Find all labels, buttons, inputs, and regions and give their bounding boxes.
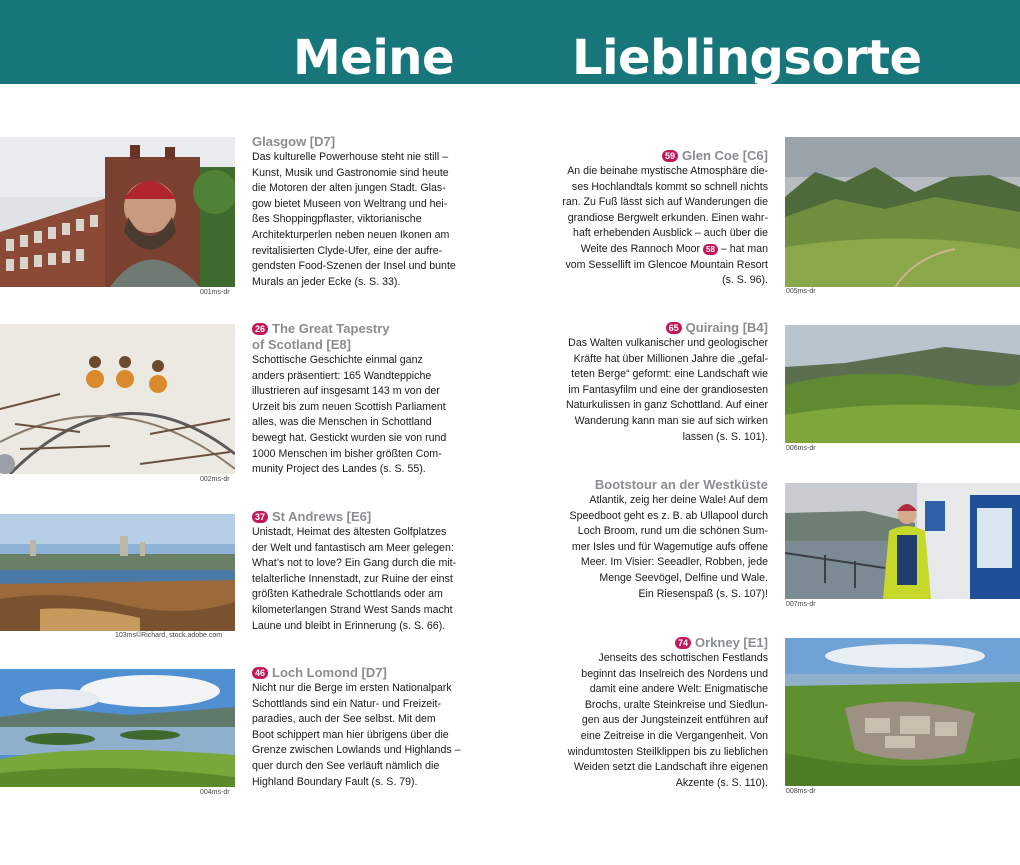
number-badge: 74 <box>675 637 691 649</box>
entry-glasgow <box>252 134 472 290</box>
entry-title: Glasgow [D7] <box>252 134 336 149</box>
number-badge: 46 <box>252 667 268 679</box>
entry-title: 37 St Andrews [E6] <box>252 509 472 525</box>
entry-quiraing <box>548 320 768 445</box>
loch-lomond-credit: 004ms-dr <box>200 789 230 796</box>
entry-bootstour <box>548 477 768 602</box>
entry-st-andrews <box>252 509 472 634</box>
entry-loch-lomond <box>252 665 472 790</box>
orkney-credit: 008ms-dr <box>786 788 816 795</box>
loch-lomond-photo <box>0 669 235 787</box>
bootstour-photo <box>785 483 1020 599</box>
number-badge: 37 <box>252 511 268 523</box>
quiraing-photo <box>785 325 1020 443</box>
entry-text: Schottische Geschichte einmal ganz anders präsentiert: 165 Wandteppiche illustrieren auf insgesamt 143 m von der Urzeit bis zum neuen Scottish Parliament alles, was die Menschen in Schottland bewegt hat. Gestickt wurden sie von rund 1000 Menschen im bisher größten Com- munity Project des Landes (s. S. 55). <box>252 354 447 476</box>
entry-tapestry <box>252 321 472 478</box>
title-lieblingsorte: Lieblingsorte <box>572 30 922 86</box>
tapestry-photo <box>0 324 235 474</box>
title-meine: Meine <box>293 30 454 86</box>
entry-text: Atlantik, zeig her deine Wale! Auf dem Speedboot geht es z. B. ab Ullapool durch Loch Broom, rund um die schönen Sum- mer Isles und für Wagemutige aufs offene Meer. Im Visier: Seeadler, Robben, jede Menge Seevögel, Delfine und Wale. Ein Riesenspaß (s. S. 107)! <box>569 494 768 600</box>
quiraing-credit: 006ms-dr <box>786 445 816 452</box>
entry-title: 46 Loch Lomond [D7] <box>252 665 472 681</box>
number-badge: 65 <box>666 322 682 334</box>
entry-text: Das Walten vulkanischer und geologischer Kräfte hat über Millionen Jahre die „gefal- teten Berge“ geformt: eine Landschaft wie im Fantasyfilm und eine der grandiosesten Naturkulissen in ganz Schottland. Auf einer Wanderung kann man sie auf sich wirken lassen (s. S. 101). <box>566 337 768 443</box>
entry-text: Jenseits des schottischen Festlands beginnt das Inselreich des Nordens und damit eine andere Welt: Enigmatische Brochs, uralte Steinkreise und Siedlun- gen aus der Jungsteinzeit entführen auf eine Zeitreise in die Vergangenheit. Von windumtosten Steilklippen bis zu lieblichen Weiden setzt die Landschaft ihre eigenen Akzente (s. S. 110). <box>567 652 768 789</box>
glen-coe-photo <box>785 137 1020 287</box>
tapestry-credit: 002ms-dr <box>200 476 230 483</box>
glasgow-credit: 001ms-dr <box>200 289 230 296</box>
entry-text: An die beinahe mystische Atmosphäre die- ses Hochlandtals kommt so schnell nichts ran. Zu Fuß lässt sich auf Wanderungen die grandiose Bergwelt erkunden. Einen wahr- haft erhebenden Ausblick – auch über die Weite des Rannoch Moor 58 – hat man vom Sessellift im Glencoe Mountain Resort (s. S. 96). <box>562 165 768 287</box>
entry-title-line2: of Scotland [E8] <box>252 337 351 352</box>
bootstour-credit: 007ms-dr <box>786 601 816 608</box>
orkney-photo <box>785 638 1020 786</box>
glen-coe-credit: 005ms-dr <box>786 288 816 295</box>
entry-orkney <box>548 635 768 791</box>
entry-text: Unistadt, Heimat des ältesten Golfplatzes der Welt und fantastisch am Meer gelegen: What’s not to love? Ein Gang durch die mit- telalterliche Innenstadt, zur Ruine der einst größten Kathedrale Schottlands oder am kilometerlangen Strand West Sands macht Laune und bleibt in Erinnerung (s. S. 66). <box>252 526 457 632</box>
entry-title: 59 Glen Coe [C6] <box>548 148 768 164</box>
glasgow-photo <box>0 137 235 287</box>
entry-title: 74 Orkney [E1] <box>548 635 768 651</box>
inline-number-badge: 58 <box>703 244 718 255</box>
st-andrews-credit: 103ms©Richard, stock.adobe.com <box>115 632 223 639</box>
st-andrews-photo <box>0 514 235 631</box>
number-badge: 26 <box>252 323 268 335</box>
entry-glen-coe <box>548 148 768 289</box>
entry-text: Das kulturelle Powerhouse steht nie still – Kunst, Musik und Gastronomie sind heute die Motoren der alten jungen Stadt. Glas- gow bietet Museen von Weltrang und hei- ßes Shoppingpflaster, viktorianische Architekturperlen neben neuen Ikonen am revitalisierten Clyde-Ufer, eine der aufre- gendsten Food-Szenen der Insel und bunte Murals an jeder Ecke (s. S. 33). <box>252 151 456 288</box>
number-badge: 59 <box>662 150 678 162</box>
entry-title: 65 Quiraing [B4] <box>548 320 768 336</box>
entry-text: Nicht nur die Berge im ersten Nationalpark Schottlands sind ein Natur- und Freizeit- paradies, auch der See selbst. Mit dem Boot schippert man hier übrigens über die Grenze zwischen Lowlands und Highlands – quer durch den See verläuft nämlich die Highland Boundary Fault (s. S. 79). <box>252 682 461 788</box>
entry-title: Bootstour an der Westküste <box>594 477 768 492</box>
entry-title: 26 The Great Tapestry <box>252 321 472 337</box>
